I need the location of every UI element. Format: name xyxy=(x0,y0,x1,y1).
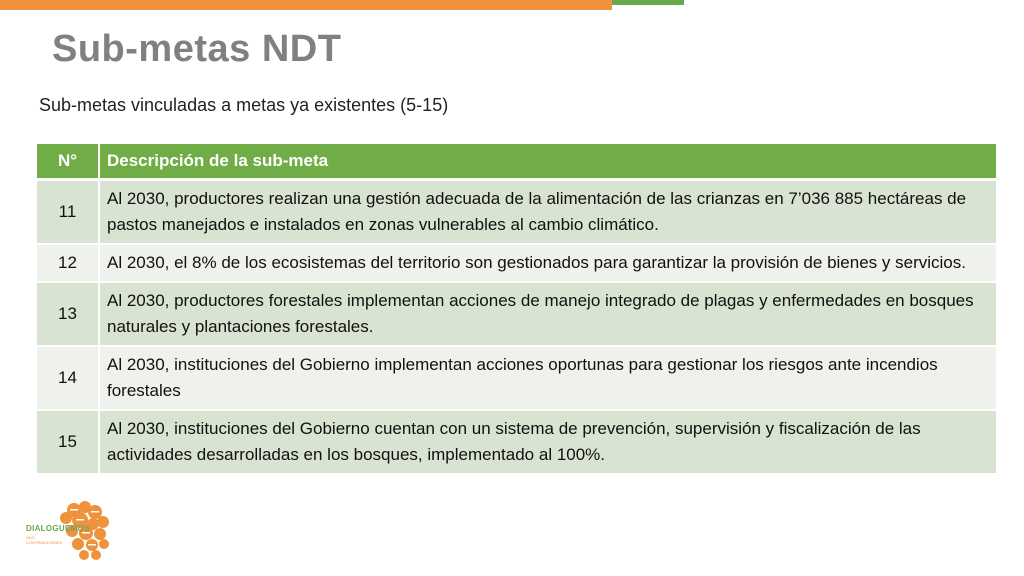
table-row xyxy=(37,244,997,282)
row-num: 11 xyxy=(37,180,99,245)
row-num: 15 xyxy=(37,410,99,474)
top-green-bar xyxy=(612,0,684,5)
logo-tagline-2: CONTRIBUCIONES xyxy=(26,540,63,545)
row-description: Al 2030, productores forestales implementan acciones de manejo integrado de plagas y enfermedades en bosques naturales y plantaciones forestales. xyxy=(99,282,997,346)
table-row xyxy=(37,180,997,245)
table-row xyxy=(37,410,997,474)
row-description: Al 2030, productores realizan una gestión adecuada de la alimentación de las crianzas en 7’036 885 hectáreas de pastos manejados e instalados en zonas vulnerables al cambio climático. xyxy=(99,180,997,245)
logo-tagline xyxy=(26,535,62,545)
row-description: Al 2030, instituciones del Gobierno cuentan con un sistema de prevención, supervisión y fiscalización de las actividades desarrolladas en los bosques, implementado al 100%. xyxy=(99,410,997,474)
table-row xyxy=(37,282,997,346)
submetas-table xyxy=(37,144,998,475)
row-num: 14 xyxy=(37,346,99,410)
header-description: Descripción de la sub-meta xyxy=(99,144,997,180)
header-num: N° xyxy=(37,144,99,180)
bottom-orange-bar xyxy=(0,5,612,10)
row-num: 13 xyxy=(37,282,99,346)
slide-subtitle: Sub-metas vinculadas a metas ya existentes (5-15) xyxy=(39,95,449,115)
row-num: 12 xyxy=(37,244,99,282)
logo-tagline-1: NDC xyxy=(26,535,35,540)
logo-name: DIALOGUEMOS xyxy=(26,524,90,533)
dialoguemos-logo xyxy=(22,498,114,566)
table-row xyxy=(37,346,997,410)
table-header-row xyxy=(37,144,997,180)
top-orange-bar xyxy=(0,0,612,5)
slide-title: Sub-metas NDT xyxy=(52,28,342,70)
row-description: Al 2030, el 8% de los ecosistemas del territorio son gestionados para garantizar la provisión de bienes y servicios. xyxy=(99,244,997,282)
row-description: Al 2030, instituciones del Gobierno implementan acciones oportunas para gestionar los riesgos ante incendios forestales xyxy=(99,346,997,410)
